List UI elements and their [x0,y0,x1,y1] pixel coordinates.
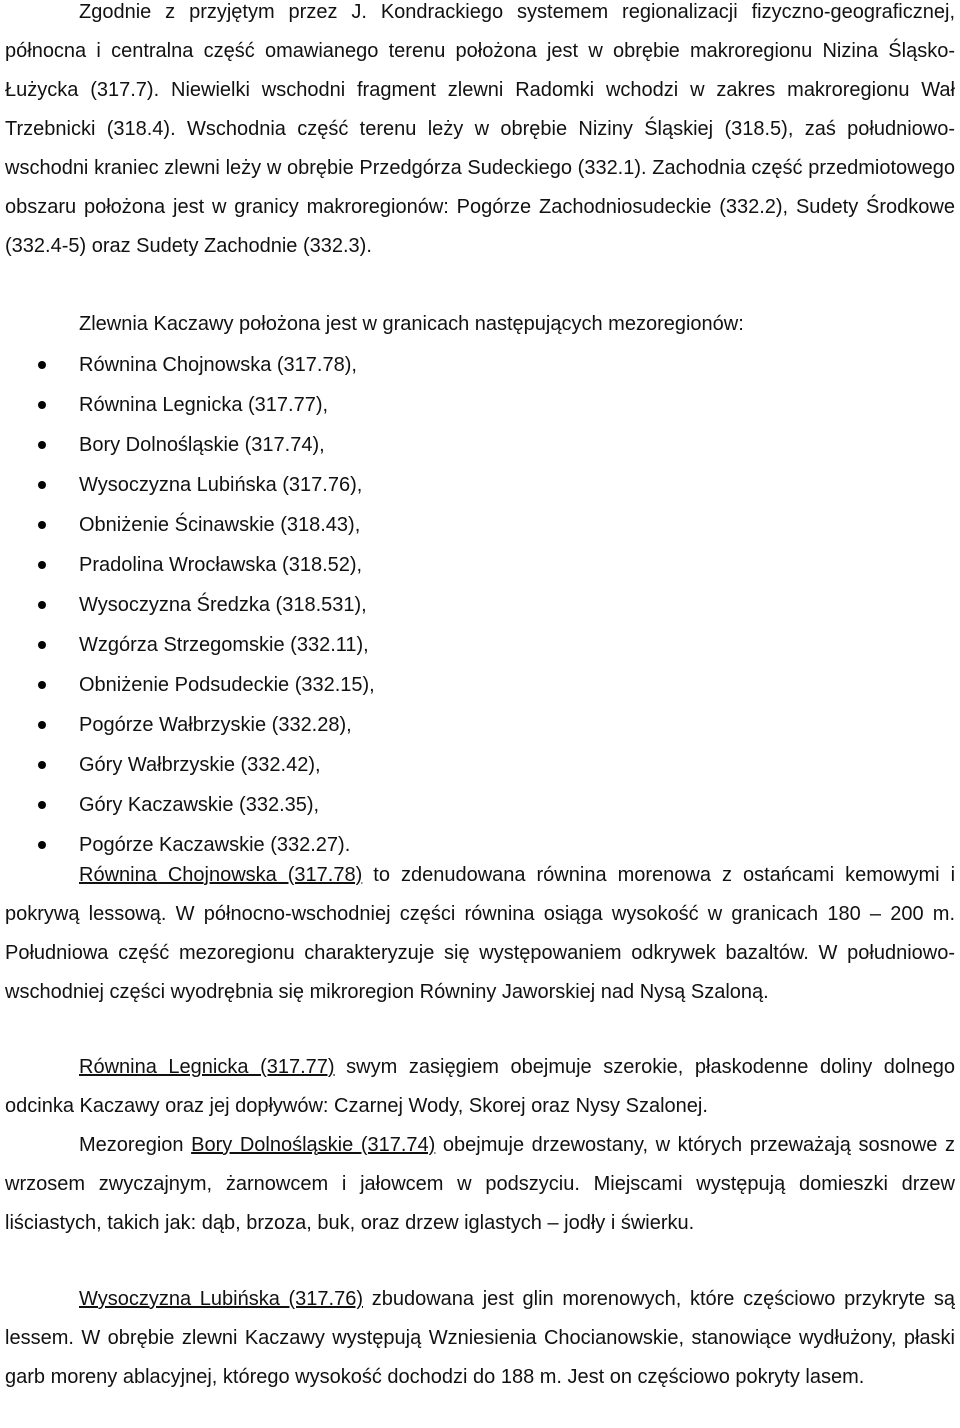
prefix-bory: Mezoregion [79,1134,192,1156]
paragraph-chojnowska [5,856,955,1012]
text-lubinska: zbudowana jest glin morenowych, które częściowo przykryte są lessem. W obrębie zlewni Kaczawy występują Wzniesienia Chocianowskie, stanowiące wydłużony, płaski garb moreny ablacyjnej, którego wysokość dochodzi do 188 m. Jest on częściowo pokryty lasem. [5,1288,956,1388]
term-bory: Bory Dolnośląskie (317.74) [191,1134,436,1156]
text-legnicka: swym zasięgiem obejmuje szerokie, płaskodenne doliny dolnego odcinka Kaczawy oraz jej dopływów: Czarnej Wody, Skorej oraz Nysy Szalonej. [5,1056,955,1117]
list-item: Pogórze Kaczawskie (332.27). [0,825,375,865]
paragraph-lubinska [5,1280,955,1397]
list-item: Wzgórza Strzegomskie (332.11), [0,625,375,665]
list-item: Równina Legnicka (317.77), [0,385,375,425]
text-chojnowska: to zdenudowana równina morenowa z ostańcami kemowymi i pokrywą lessową. W północno-wschodniej części równina osiąga wysokość w granicach 180 – 200 m. Południowa część mezoregionu charakteryzuje się występowaniem odkrywek bazaltów. W południowo-wschodniej części wyodrębnia się mikroregion Równiny Jaworskiej nad Nysą Szaloną. [5,864,956,1003]
list-item: Góry Kaczawskie (332.35), [0,785,375,825]
list-item: Pradolina Wrocławska (318.52), [0,545,375,585]
list-item: Obniżenie Podsudeckie (332.15), [0,665,375,705]
list-item: Obniżenie Ścinawskie (318.43), [0,505,375,545]
term-legnicka: Równina Legnicka (317.77) [79,1056,335,1078]
paragraph-bory [5,1126,955,1243]
term-chojnowska: Równina Chojnowska (317.78) [79,864,363,886]
list-item: Równina Chojnowska (317.78), [0,345,375,385]
list-item: Pogórze Wałbrzyskie (332.28), [0,705,375,745]
text-bory: obejmuje drzewostany, w których przeważają sosnowe z wrzosem zwyczajnym, żarnowcem i jałowcem w podszyciu. Miejscami występują domieszki drzew liściastych, takich jak: dąb, brzoza, buk, oraz drzew iglastych – jodły i świerku. [5,1134,955,1234]
paragraph-mesoregions-intro: Zlewnia Kaczawy położona jest w granicach następujących mezoregionów: [79,313,744,335]
paragraph-legnicka [5,1048,955,1126]
term-lubinska: Wysoczyzna Lubińska (317.76) [79,1288,364,1310]
mesoregion-list [0,345,375,865]
list-item: Góry Wałbrzyskie (332.42), [0,745,375,785]
paragraph-regionalization: Zgodnie z przyjętym przez J. Kondrackiego systemem regionalizacji fizyczno-geograficznej, północna i centralna część omawianego terenu położona jest w obrębie makroregionu Nizina Śląsko-Łużycka (317.7). Niewielki wschodni fragment zlewni Radomki wchodzi w zakres makroregionu Wał Trzebnicki (318.4). Wschodnia część terenu leży w obrębie Niziny Śląskiej (318.5), zaś południowo-wschodni kraniec zlewni leży w obrębie Przedgórza Sudeckiego (332.1). Zachodnia część przedmiotowego obszaru położona jest w granicy makroregionów: Pogórze Zachodniosudeckie (332.2), Sudety Środkowe (332.4-5) oraz Sudety Zachodnie (332.3). [5,1,955,257]
list-item: Wysoczyzna Średzka (318.531), [0,585,375,625]
list-item: Bory Dolnośląskie (317.74), [0,425,375,465]
list-item: Wysoczyzna Lubińska (317.76), [0,465,375,505]
